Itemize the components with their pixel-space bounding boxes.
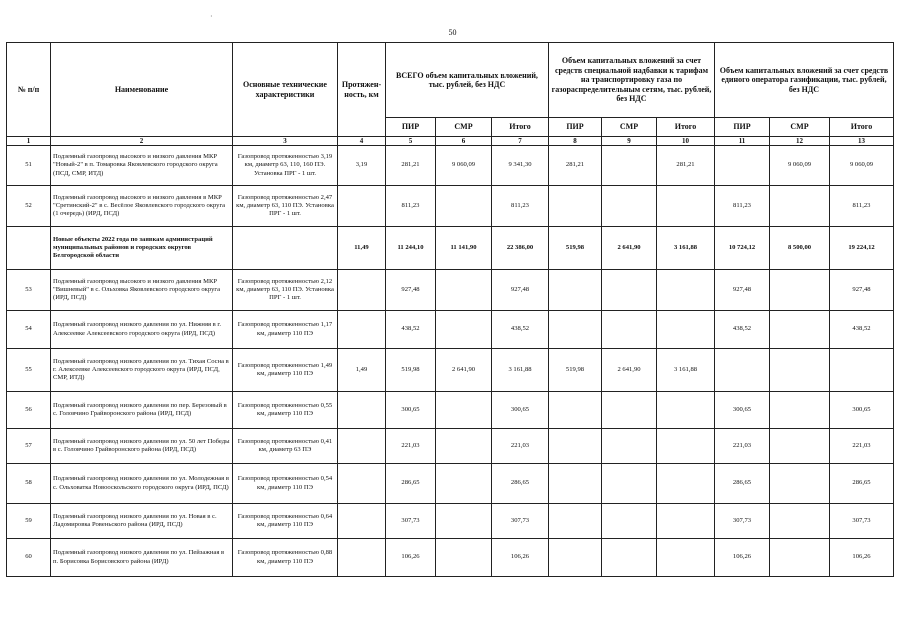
cell-pir-total: 519,98 (386, 349, 436, 392)
row-tech (233, 227, 338, 270)
cell-pir-total: 221,03 (386, 429, 436, 464)
cell-pir-special (549, 464, 602, 504)
cell-smr-operator (770, 504, 830, 539)
cell-smr-operator (770, 311, 830, 349)
table-row (7, 349, 894, 392)
cell-itogo-special (657, 464, 715, 504)
row-length (338, 464, 386, 504)
row-length: 11,49 (338, 227, 386, 270)
cell-itogo-operator (830, 349, 894, 392)
row-name: Новые объекты 2022 года по заявкам администраций муниципальных районов и городских округов Белгородской области (51, 227, 233, 270)
cell-smr-special (602, 392, 657, 429)
table-row (7, 270, 894, 311)
header-pir-special: ПИР (549, 118, 602, 137)
cell-itogo-operator: 9 060,09 (830, 146, 894, 186)
table-row (7, 311, 894, 349)
table-row (7, 504, 894, 539)
cell-itogo-special (657, 392, 715, 429)
cell-pir-operator (715, 349, 770, 392)
cell-pir-operator: 106,26 (715, 539, 770, 577)
row-number: 52 (7, 186, 51, 227)
cell-pir-special (549, 392, 602, 429)
col-index: 8 (549, 137, 602, 146)
header-itogo-total: Итого (492, 118, 549, 137)
cell-smr-operator (770, 429, 830, 464)
row-tech: Газопровод протяженностью 2,47 км, диаметр 63, 110 ПЭ. Установка ПРГ - 1 шт. (233, 186, 338, 227)
cell-pir-operator: 307,73 (715, 504, 770, 539)
cell-pir-special (549, 539, 602, 577)
cell-itogo-operator: 300,65 (830, 392, 894, 429)
row-name: Подземный газопровод высокого и низкого давления МКР "Вишневый" в с. Ольховка Яковлевского городского округа (ИРД, ПСД) (51, 270, 233, 311)
cell-smr-total (436, 392, 492, 429)
cell-pir-special (549, 504, 602, 539)
col-index: 5 (386, 137, 436, 146)
cell-smr-total (436, 186, 492, 227)
cell-smr-total: 9 060,09 (436, 146, 492, 186)
row-name: Подземный газопровод низкого давления по ул. Новая в с. Ладомировка Ровеньского района (ИРД, ПСД) (51, 504, 233, 539)
col-index: 1 (7, 137, 51, 146)
header-group-total: ВСЕГО объем капитальных вложений, тыс. рублей, без НДС (386, 43, 549, 118)
cell-pir-total: 927,48 (386, 270, 436, 311)
table-body (7, 146, 894, 577)
cell-itogo-special (657, 504, 715, 539)
row-number: 51 (7, 146, 51, 186)
row-number: 53 (7, 270, 51, 311)
col-index: 7 (492, 137, 549, 146)
cell-pir-operator: 927,48 (715, 270, 770, 311)
cell-smr-special (602, 186, 657, 227)
cell-itogo-operator: 221,03 (830, 429, 894, 464)
cell-smr-total (436, 504, 492, 539)
row-number: 57 (7, 429, 51, 464)
header-itogo-operator: Итого (830, 118, 894, 137)
cell-pir-special (549, 429, 602, 464)
row-number (7, 227, 51, 270)
row-length (338, 311, 386, 349)
cell-smr-special (602, 504, 657, 539)
investment-table (6, 42, 894, 577)
cell-smr-special (602, 146, 657, 186)
cell-smr-total (436, 464, 492, 504)
cell-pir-total: 281,21 (386, 146, 436, 186)
cell-pir-special (549, 311, 602, 349)
cell-itogo-total: 22 386,00 (492, 227, 549, 270)
cell-pir-special: 519,98 (549, 349, 602, 392)
cell-itogo-operator: 286,65 (830, 464, 894, 504)
cell-smr-total (436, 311, 492, 349)
cell-itogo-total: 307,73 (492, 504, 549, 539)
table-row (7, 392, 894, 429)
cell-pir-special (549, 186, 602, 227)
cell-itogo-operator: 927,48 (830, 270, 894, 311)
cell-smr-total (436, 429, 492, 464)
cell-smr-operator (770, 349, 830, 392)
row-tech: Газопровод протяженностью 0,55 км, диаметр 110 ПЭ (233, 392, 338, 429)
row-length (338, 270, 386, 311)
row-length: 1,49 (338, 349, 386, 392)
col-index: 9 (602, 137, 657, 146)
cell-itogo-total: 3 161,88 (492, 349, 549, 392)
page-number: 50 (448, 28, 457, 37)
cell-smr-operator: 8 500,00 (770, 227, 830, 270)
cell-smr-operator (770, 464, 830, 504)
col-index: 12 (770, 137, 830, 146)
row-name: Подземный газопровод высокого и низкого давления МКР "Новый-2" в п. Томаровка Яковлевского городского округа (ПСД, СМР, ИТД) (51, 146, 233, 186)
cell-itogo-operator: 106,26 (830, 539, 894, 577)
cell-itogo-special (657, 186, 715, 227)
row-number: 54 (7, 311, 51, 349)
cell-pir-operator (715, 146, 770, 186)
cell-pir-operator: 286,65 (715, 464, 770, 504)
col-index: 6 (436, 137, 492, 146)
row-name: Подземный газопровод низкого давления по ул. Нижняя в г. Алексеевке Алексеевского городского округа (ИРД, ПСД) (51, 311, 233, 349)
table-row (7, 429, 894, 464)
header-num: № п/п (7, 43, 51, 137)
header-smr-operator: СМР (770, 118, 830, 137)
cell-smr-special (602, 539, 657, 577)
cell-itogo-total: 221,03 (492, 429, 549, 464)
row-tech: Газопровод протяженностью 0,64 км, диаметр 110 ПЭ (233, 504, 338, 539)
cell-itogo-special (657, 311, 715, 349)
header-group-operator: Объем капитальных вложений за счет средств единого оператора газификации, тыс. рублей, без НДС (715, 43, 894, 118)
row-length (338, 429, 386, 464)
table-row (7, 464, 894, 504)
cell-itogo-total: 286,65 (492, 464, 549, 504)
cell-itogo-special (657, 539, 715, 577)
cell-smr-special (602, 311, 657, 349)
cell-smr-operator (770, 392, 830, 429)
row-length (338, 539, 386, 577)
cell-pir-operator: 438,52 (715, 311, 770, 349)
cell-itogo-total: 106,26 (492, 539, 549, 577)
row-tech: Газопровод протяженностью 1,17 км, диаметр 110 ПЭ (233, 311, 338, 349)
header-tech: Основные технические характеристики (233, 43, 338, 137)
cell-pir-operator: 811,23 (715, 186, 770, 227)
row-tech: Газопровод протяженностью 0,41 км, диаметр 63 ПЭ (233, 429, 338, 464)
col-index: 2 (51, 137, 233, 146)
cell-pir-operator: 300,65 (715, 392, 770, 429)
row-length (338, 504, 386, 539)
row-name: Подземный газопровод низкого давления по ул. Тихая Сосна в г. Алексеевке Алексеевского городского округа (ИРД, ПСД, СМР, ИТД) (51, 349, 233, 392)
cell-smr-special: 2 641,90 (602, 349, 657, 392)
row-tech: Газопровод протяженностью 3,19 км, диаметр 63, 110, 160 ПЭ. Установка ПРГ - 1 шт. (233, 146, 338, 186)
cell-itogo-total: 300,65 (492, 392, 549, 429)
cell-pir-total: 286,65 (386, 464, 436, 504)
cell-smr-special (602, 429, 657, 464)
col-index: 4 (338, 137, 386, 146)
cell-smr-total (436, 539, 492, 577)
header-length: Протяжен- ность, км (338, 43, 386, 137)
header-pir-operator: ПИР (715, 118, 770, 137)
row-number: 58 (7, 464, 51, 504)
cell-itogo-special: 3 161,88 (657, 227, 715, 270)
row-number: 56 (7, 392, 51, 429)
cell-pir-special: 519,98 (549, 227, 602, 270)
row-name: Подземный газопровод низкого давления по ул. Молодежная в с. Ольховатка Новооскольского городского округа (ИРД, ПСД) (51, 464, 233, 504)
col-index: 11 (715, 137, 770, 146)
cell-pir-total: 438,52 (386, 311, 436, 349)
header-smr-total: СМР (436, 118, 492, 137)
cell-pir-operator: 221,03 (715, 429, 770, 464)
header-itogo-special: Итого (657, 118, 715, 137)
row-name: Подземный газопровод низкого давления по ул. 50 лет Победы в с. Головчино Грайворонского района (ИРД, ПСД) (51, 429, 233, 464)
col-index: 10 (657, 137, 715, 146)
cell-itogo-total: 438,52 (492, 311, 549, 349)
cell-itogo-special: 281,21 (657, 146, 715, 186)
col-index: 13 (830, 137, 894, 146)
scan-mark: · (210, 12, 213, 21)
cell-smr-total (436, 270, 492, 311)
cell-smr-operator: 9 060,09 (770, 146, 830, 186)
cell-pir-special: 281,21 (549, 146, 602, 186)
header-group-special: Объем капитальных вложений за счет средств специальной надбавки к тарифам на транспортировку газа по газораспределительным сетям, тыс. рублей, без НДС (549, 43, 715, 118)
cell-itogo-operator: 811,23 (830, 186, 894, 227)
cell-pir-total: 300,65 (386, 392, 436, 429)
row-name: Подземный газопровод низкого давления по ул. Пейзажная в п. Борисовка Борисовского района (ИРД) (51, 539, 233, 577)
header-smr-special: СМР (602, 118, 657, 137)
row-number: 55 (7, 349, 51, 392)
cell-pir-special (549, 270, 602, 311)
row-length (338, 186, 386, 227)
table-row (7, 186, 894, 227)
row-tech: Газопровод протяженностью 2,12 км, диаметр 63, 110 ПЭ. Установка ПРГ - 1 шт. (233, 270, 338, 311)
cell-smr-operator (770, 539, 830, 577)
cell-pir-total: 11 244,10 (386, 227, 436, 270)
row-tech: Газопровод протяженностью 0,88 км, диаметр 110 ПЭ (233, 539, 338, 577)
cell-smr-special: 2 641,90 (602, 227, 657, 270)
row-length (338, 392, 386, 429)
table-row (7, 539, 894, 577)
header-name: Наименование (51, 43, 233, 137)
row-tech: Газопровод протяженностью 1,49 км, диаметр 110 ПЭ (233, 349, 338, 392)
row-length: 3,19 (338, 146, 386, 186)
table-row (7, 227, 894, 270)
cell-smr-operator (770, 186, 830, 227)
cell-itogo-total: 9 341,30 (492, 146, 549, 186)
cell-itogo-special (657, 429, 715, 464)
cell-smr-operator (770, 270, 830, 311)
cell-itogo-special (657, 270, 715, 311)
row-number: 59 (7, 504, 51, 539)
table-row (7, 146, 894, 186)
row-tech: Газопровод протяженностью 0,54 км, диаметр 110 ПЭ (233, 464, 338, 504)
cell-pir-total: 106,26 (386, 539, 436, 577)
cell-pir-total: 811,23 (386, 186, 436, 227)
row-name: Подземный газопровод высокого и низкого давления в МКР "Сретинский-2" в с. Весёлое Яковлевского городского округа (1 очередь) (ИРД, ПСД) (51, 186, 233, 227)
cell-itogo-total: 811,23 (492, 186, 549, 227)
cell-pir-total: 307,73 (386, 504, 436, 539)
cell-smr-special (602, 464, 657, 504)
cell-itogo-operator: 19 224,12 (830, 227, 894, 270)
cell-itogo-special: 3 161,88 (657, 349, 715, 392)
row-number: 60 (7, 539, 51, 577)
cell-smr-total: 11 141,90 (436, 227, 492, 270)
cell-smr-total: 2 641,90 (436, 349, 492, 392)
cell-itogo-operator: 307,73 (830, 504, 894, 539)
cell-itogo-operator: 438,52 (830, 311, 894, 349)
header-pir-total: ПИР (386, 118, 436, 137)
col-index: 3 (233, 137, 338, 146)
cell-smr-special (602, 270, 657, 311)
cell-itogo-total: 927,48 (492, 270, 549, 311)
cell-pir-operator: 10 724,12 (715, 227, 770, 270)
row-name: Подземный газопровод низкого давления по пер. Березовый в с. Головчино Грайворонского района (ИРД, ПСД) (51, 392, 233, 429)
